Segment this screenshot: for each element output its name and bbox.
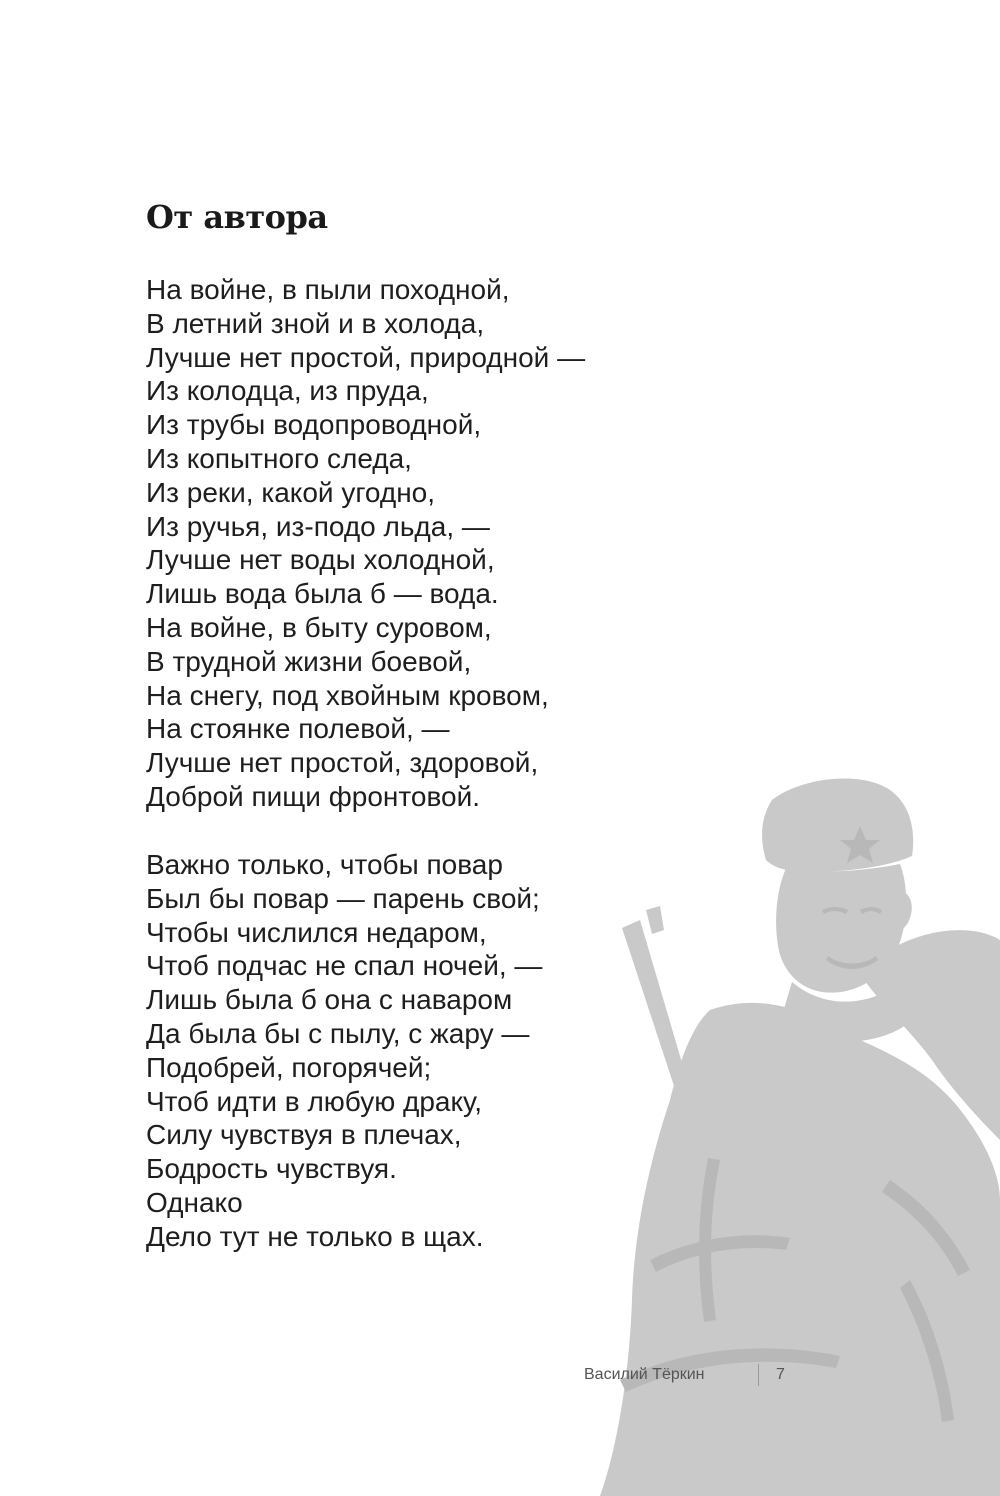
poem-line: Из реки, какой угодно, (146, 476, 436, 508)
poem-line: Однако (146, 1186, 243, 1218)
poem-line: Из копытного следа, (146, 442, 412, 474)
poem-line: Лишь была б она с наваром (146, 984, 513, 1016)
soldier-illustration (560, 760, 1000, 1496)
poem-line: Подобрей, погорячей; (146, 1051, 432, 1083)
poem-line: В трудной жизни боевой, (146, 645, 472, 677)
running-footer-book-title: Василий Тёркин (584, 1366, 705, 1383)
poem-line: Лишь вода была б — вода. (146, 578, 499, 610)
poem-line: Лучше нет простой, природной — (146, 341, 586, 373)
poem-line: Да была бы с пылу, с жару — (146, 1017, 530, 1049)
poem-line: Лучше нет простой, здоровой, (146, 747, 539, 779)
poem-stanza-2 (146, 848, 542, 1254)
footer-divider (758, 1364, 759, 1386)
poem-line: Чтоб идти в любую драку, (146, 1085, 482, 1117)
poem-line: Был бы повар — парень свой; (146, 882, 540, 914)
poem-line: Лучше нет воды холодной, (146, 544, 495, 576)
poem-line: Силу чувствуя в плечах, (146, 1119, 462, 1151)
poem-stanza-1 (146, 273, 585, 814)
poem-line: На войне, в пыли походной, (146, 274, 510, 305)
poem-line: На войне, в быту суровом, (146, 611, 492, 643)
poem-line: Чтобы числился недаром, (146, 916, 487, 948)
poem-line: Из трубы водопроводной, (146, 409, 482, 441)
poem-line: Бодрость чувствуя. (146, 1153, 397, 1185)
chapter-title: От автора (146, 198, 328, 236)
poem-line: Из ручья, из-подо льда, — (146, 510, 490, 542)
poem-line: Чтоб подчас не спал ночей, — (146, 950, 543, 982)
poem-line: В летний зной и в холода, (146, 307, 485, 339)
page-number: 7 (776, 1366, 785, 1383)
poem-line: Доброй пищи фронтовой. (146, 780, 480, 812)
poem-line: На снегу, под хвойным кровом, (146, 679, 549, 711)
poem-line: Из колодца, из пруда, (146, 375, 429, 407)
poem-line: Важно только, чтобы повар (146, 849, 503, 880)
poem-line: На стоянке полевой, — (146, 713, 450, 745)
poem-line: Дело тут не только в щах. (146, 1220, 484, 1252)
